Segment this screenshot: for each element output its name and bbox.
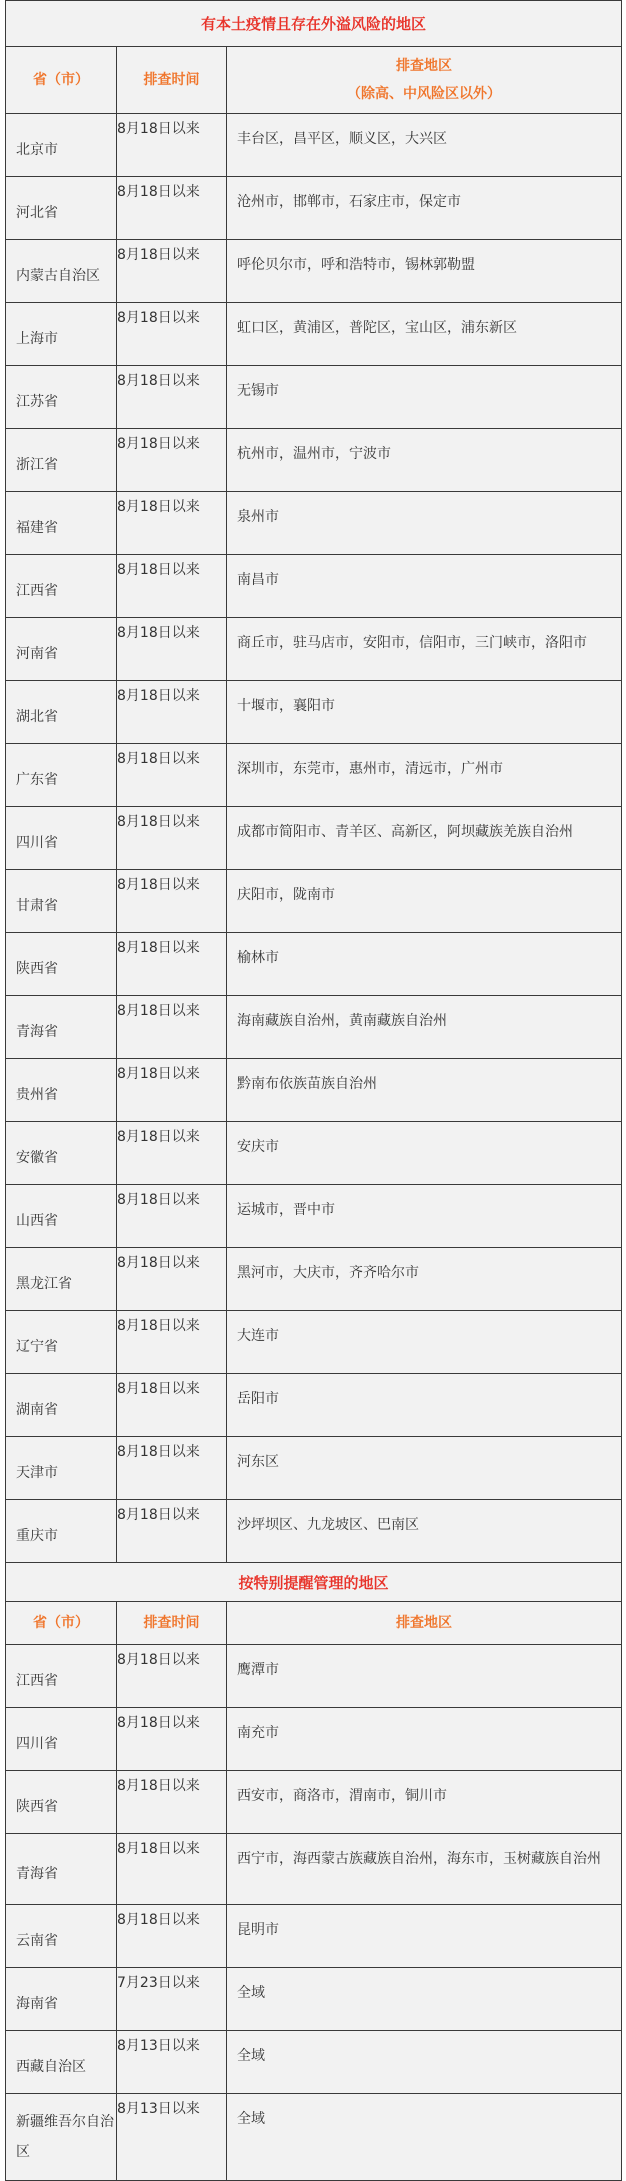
screening-area-cell: 黑河市，大庆市，齐齐哈尔市 <box>227 1248 622 1311</box>
table-row <box>6 1311 622 1374</box>
section1-col-area-note: （除高、中风险区以外） <box>347 86 502 102</box>
screening-time-cell: 8月13日以来 <box>117 2094 227 2181</box>
province-cell: 江西省 <box>6 1645 117 1708</box>
screening-area-cell: 十堰市，襄阳市 <box>227 681 622 744</box>
screening-area-cell: 沙坪坝区、九龙坡区、巴南区 <box>227 1500 622 1563</box>
screening-table-wrapper <box>5 0 621 2181</box>
screening-time-cell: 8月18日以来 <box>117 555 227 618</box>
province-cell: 河北省 <box>6 177 117 240</box>
section1-title: 有本土疫情且存在外溢风险的地区 <box>6 1 622 47</box>
province-cell: 湖南省 <box>6 1374 117 1437</box>
table-row <box>6 177 622 240</box>
section2-title: 按特别提醒管理的地区 <box>6 1563 622 1602</box>
screening-time-cell: 8月18日以来 <box>117 996 227 1059</box>
province-cell: 甘肃省 <box>6 870 117 933</box>
screening-area-cell: 西安市，商洛市，渭南市，铜川市 <box>227 1771 622 1834</box>
table-row <box>6 240 622 303</box>
province-cell: 浙江省 <box>6 429 117 492</box>
screening-area-cell: 丰台区，昌平区，顺义区，大兴区 <box>227 114 622 177</box>
screening-area-cell: 南充市 <box>227 1708 622 1771</box>
screening-area-cell: 黔南布依族苗族自治州 <box>227 1059 622 1122</box>
table-row <box>6 429 622 492</box>
screening-time-cell: 8月18日以来 <box>117 1437 227 1500</box>
table-row <box>6 1185 622 1248</box>
screening-time-cell: 8月18日以来 <box>117 1645 227 1708</box>
screening-time-cell: 8月18日以来 <box>117 807 227 870</box>
section2-title-row <box>6 1563 622 1602</box>
section2-col-province: 省（市） <box>6 1602 117 1645</box>
screening-time-cell: 8月18日以来 <box>117 429 227 492</box>
screening-time-cell: 8月18日以来 <box>117 303 227 366</box>
section1-title-row <box>6 1 622 47</box>
screening-area-cell: 昆明市 <box>227 1905 622 1968</box>
screening-time-cell: 8月18日以来 <box>117 114 227 177</box>
screening-area-cell: 全域 <box>227 1968 622 2031</box>
table-row <box>6 807 622 870</box>
province-cell: 四川省 <box>6 1708 117 1771</box>
table-row <box>6 2031 622 2094</box>
table-row <box>6 1374 622 1437</box>
screening-area-cell: 南昌市 <box>227 555 622 618</box>
screening-time-cell: 8月18日以来 <box>117 1500 227 1563</box>
table-row <box>6 996 622 1059</box>
table-row <box>6 1905 622 1968</box>
province-cell: 青海省 <box>6 996 117 1059</box>
table-row <box>6 492 622 555</box>
section1-col-time: 排查时间 <box>117 47 227 114</box>
table-row <box>6 1968 622 2031</box>
screening-time-cell: 8月18日以来 <box>117 1311 227 1374</box>
screening-time-cell: 8月18日以来 <box>117 1834 227 1905</box>
screening-area-cell: 成都市简阳市、青羊区、高新区，阿坝藏族羌族自治州 <box>227 807 622 870</box>
screening-time-cell: 8月18日以来 <box>117 744 227 807</box>
table-row <box>6 1248 622 1311</box>
table-row <box>6 2094 622 2181</box>
screening-area-cell: 榆林市 <box>227 933 622 996</box>
table-row <box>6 1059 622 1122</box>
section2-header-row <box>6 1602 622 1645</box>
screening-area-cell: 深圳市，东莞市，惠州市，清远市，广州市 <box>227 744 622 807</box>
screening-time-cell: 8月18日以来 <box>117 618 227 681</box>
screening-area-cell: 大连市 <box>227 1311 622 1374</box>
screening-area-cell: 庆阳市，陇南市 <box>227 870 622 933</box>
screening-time-cell: 8月18日以来 <box>117 1771 227 1834</box>
screening-table-body <box>6 1 622 2181</box>
province-cell: 湖北省 <box>6 681 117 744</box>
screening-area-cell: 泉州市 <box>227 492 622 555</box>
screening-area-cell: 虹口区，黄浦区，普陀区，宝山区，浦东新区 <box>227 303 622 366</box>
province-cell: 新疆维吾尔自治区 <box>6 2094 117 2181</box>
province-cell: 贵州省 <box>6 1059 117 1122</box>
province-cell: 海南省 <box>6 1968 117 2031</box>
screening-time-cell: 8月18日以来 <box>117 1905 227 1968</box>
province-cell: 天津市 <box>6 1437 117 1500</box>
province-cell: 河南省 <box>6 618 117 681</box>
province-cell: 四川省 <box>6 807 117 870</box>
province-cell: 西藏自治区 <box>6 2031 117 2094</box>
section2-col-time: 排查时间 <box>117 1602 227 1645</box>
table-row <box>6 1500 622 1563</box>
province-cell: 北京市 <box>6 114 117 177</box>
province-cell: 云南省 <box>6 1905 117 1968</box>
screening-time-cell: 8月18日以来 <box>117 1185 227 1248</box>
table-row <box>6 744 622 807</box>
screening-area-cell: 河东区 <box>227 1437 622 1500</box>
province-cell: 黑龙江省 <box>6 1248 117 1311</box>
section2-col-area: 排查地区 <box>227 1602 622 1645</box>
section1-col-area-label: 排查地区 <box>396 58 453 74</box>
table-row <box>6 303 622 366</box>
province-cell: 安徽省 <box>6 1122 117 1185</box>
section1-col-area <box>227 47 622 114</box>
screening-area-cell: 运城市，晋中市 <box>227 1185 622 1248</box>
province-cell: 陕西省 <box>6 1771 117 1834</box>
section1-header-row <box>6 47 622 114</box>
screening-area-cell: 全域 <box>227 2094 622 2181</box>
screening-time-cell: 8月18日以来 <box>117 492 227 555</box>
table-row <box>6 1437 622 1500</box>
table-row <box>6 1708 622 1771</box>
province-cell: 青海省 <box>6 1834 117 1905</box>
table-row <box>6 1122 622 1185</box>
table-row <box>6 870 622 933</box>
screening-time-cell: 8月18日以来 <box>117 1708 227 1771</box>
table-row <box>6 681 622 744</box>
screening-area-cell: 杭州市，温州市，宁波市 <box>227 429 622 492</box>
screening-area-cell: 商丘市，驻马店市，安阳市，信阳市，三门峡市，洛阳市 <box>227 618 622 681</box>
screening-time-cell: 8月18日以来 <box>117 870 227 933</box>
screening-area-cell: 岳阳市 <box>227 1374 622 1437</box>
screening-time-cell: 8月18日以来 <box>117 240 227 303</box>
province-cell: 辽宁省 <box>6 1311 117 1374</box>
table-row <box>6 114 622 177</box>
table-row <box>6 1771 622 1834</box>
province-cell: 陕西省 <box>6 933 117 996</box>
screening-time-cell: 8月18日以来 <box>117 366 227 429</box>
province-cell: 重庆市 <box>6 1500 117 1563</box>
screening-time-cell: 8月18日以来 <box>117 1122 227 1185</box>
screening-time-cell: 8月18日以来 <box>117 1248 227 1311</box>
table-row <box>6 933 622 996</box>
province-cell: 福建省 <box>6 492 117 555</box>
table-row <box>6 1645 622 1708</box>
province-cell: 江西省 <box>6 555 117 618</box>
screening-area-cell: 安庆市 <box>227 1122 622 1185</box>
screening-area-cell: 海南藏族自治州，黄南藏族自治州 <box>227 996 622 1059</box>
screening-area-cell: 沧州市，邯郸市，石家庄市，保定市 <box>227 177 622 240</box>
province-cell: 江苏省 <box>6 366 117 429</box>
province-cell: 山西省 <box>6 1185 117 1248</box>
section1-col-province: 省（市） <box>6 47 117 114</box>
screening-area-cell: 西宁市，海西蒙古族藏族自治州，海东市，玉树藏族自治州 <box>227 1834 622 1905</box>
table-row <box>6 366 622 429</box>
province-cell: 广东省 <box>6 744 117 807</box>
screening-area-cell: 无锡市 <box>227 366 622 429</box>
table-row <box>6 618 622 681</box>
screening-table <box>5 0 622 2181</box>
screening-area-cell: 呼伦贝尔市，呼和浩特市，锡林郭勒盟 <box>227 240 622 303</box>
screening-time-cell: 8月18日以来 <box>117 681 227 744</box>
screening-time-cell: 7月23日以来 <box>117 1968 227 2031</box>
province-cell: 内蒙古自治区 <box>6 240 117 303</box>
screening-area-cell: 全域 <box>227 2031 622 2094</box>
table-row <box>6 1834 622 1905</box>
table-row <box>6 555 622 618</box>
screening-time-cell: 8月13日以来 <box>117 2031 227 2094</box>
screening-time-cell: 8月18日以来 <box>117 1374 227 1437</box>
screening-time-cell: 8月18日以来 <box>117 1059 227 1122</box>
screening-time-cell: 8月18日以来 <box>117 177 227 240</box>
screening-area-cell: 鹰潭市 <box>227 1645 622 1708</box>
screening-time-cell: 8月18日以来 <box>117 933 227 996</box>
province-cell: 上海市 <box>6 303 117 366</box>
